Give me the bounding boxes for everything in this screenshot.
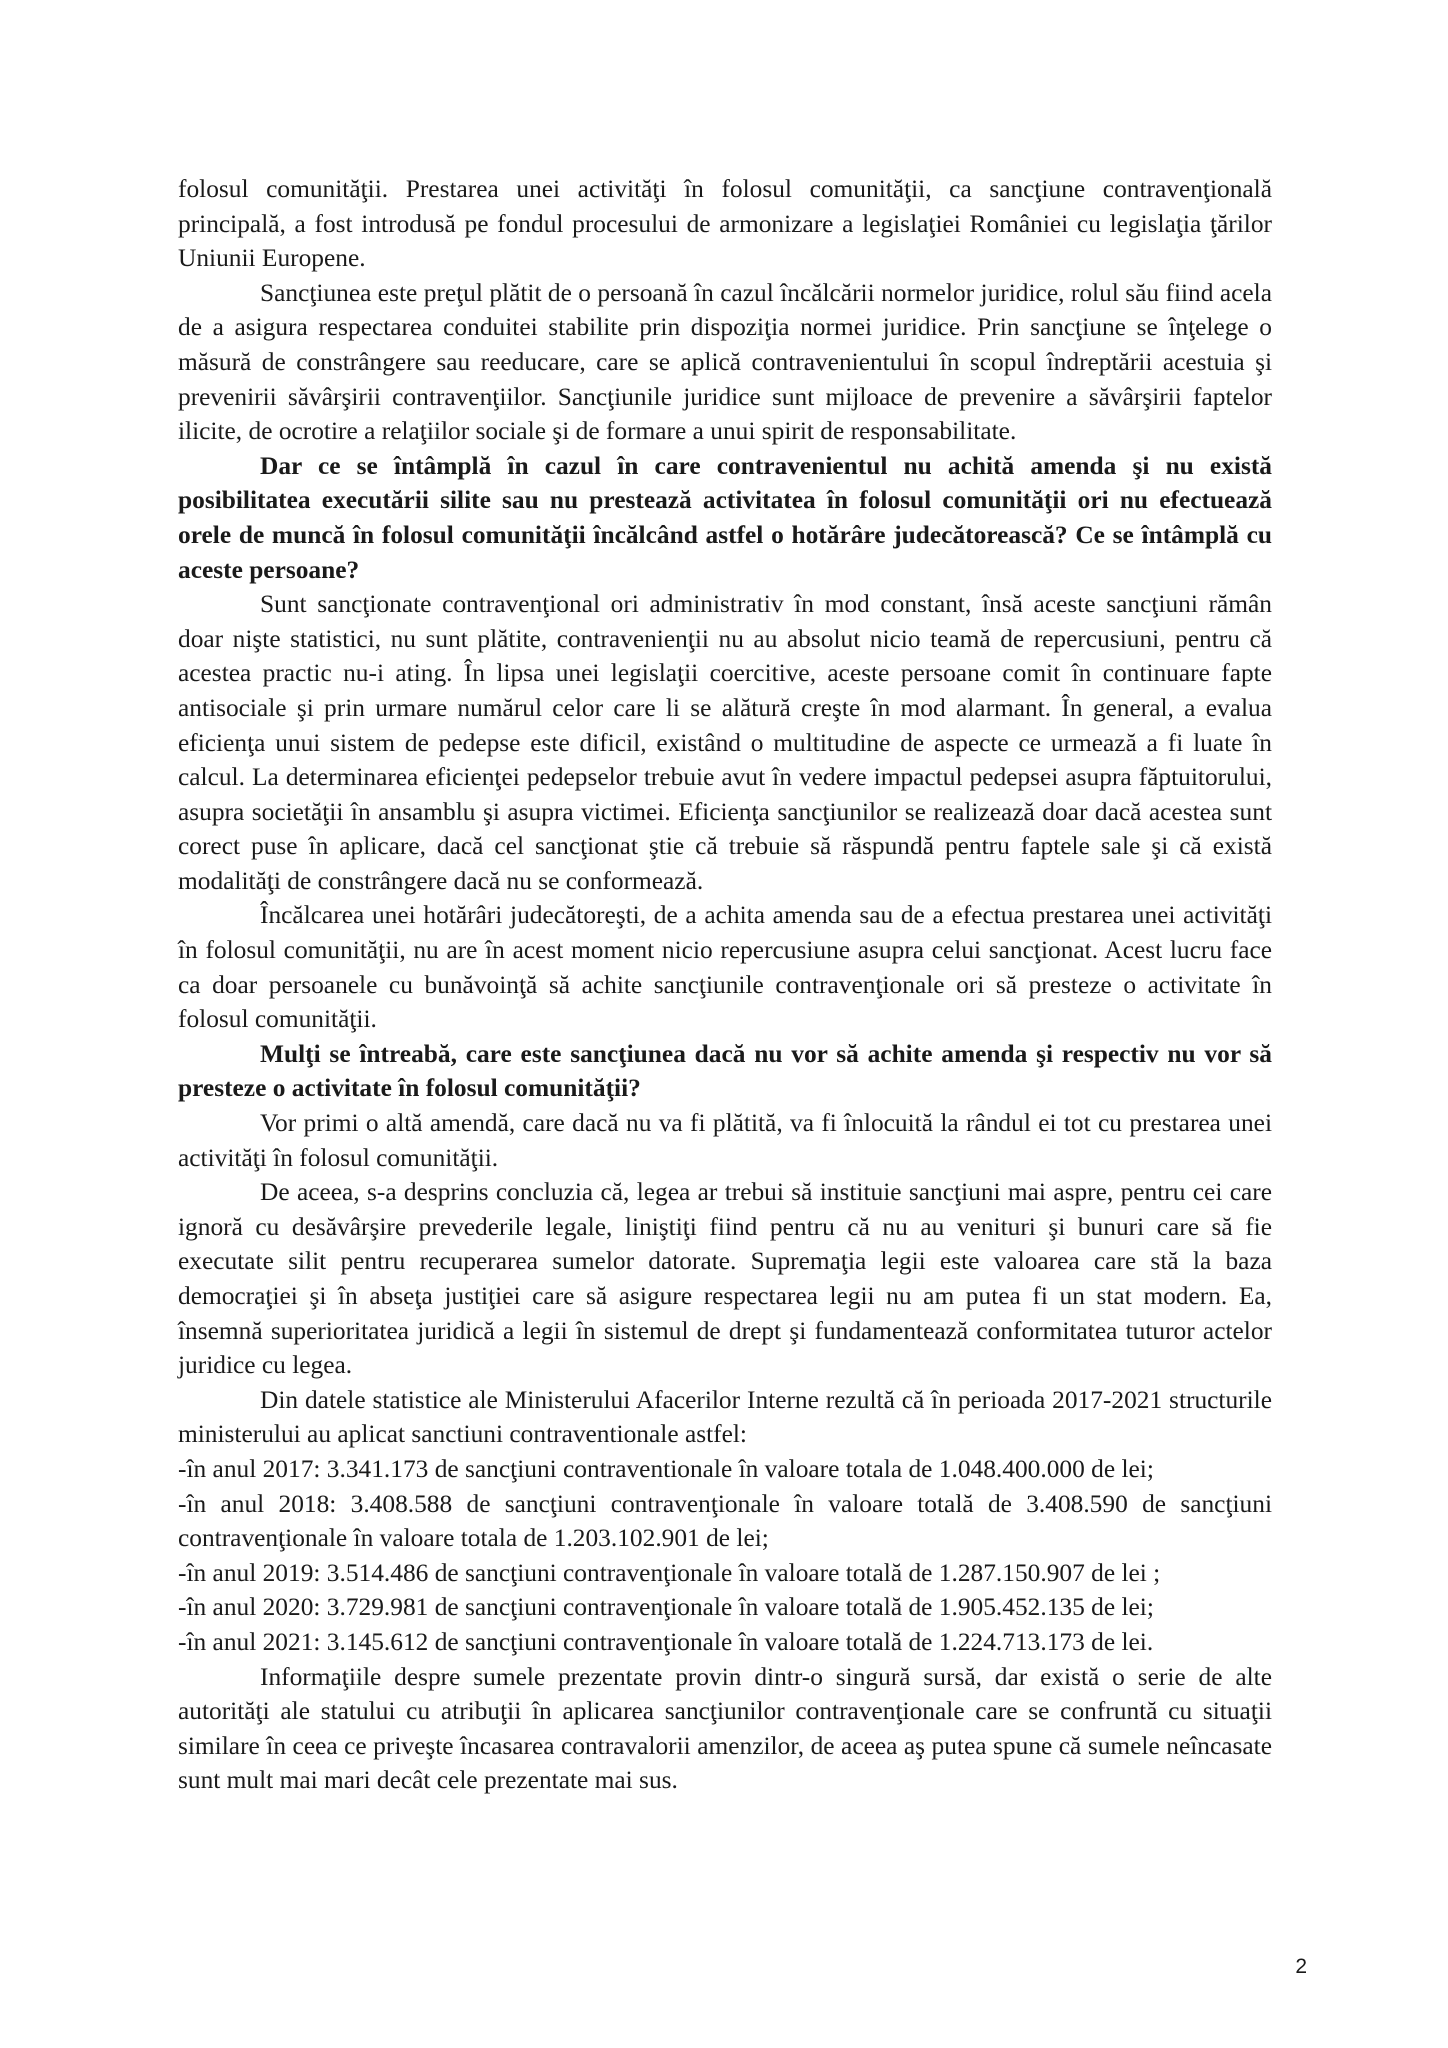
list-item-2020: -în anul 2020: 3.729.981 de sancţiuni contravenţionale în valoare totală de 1.905.452.135 de lei;	[178, 1593, 1154, 1622]
paragraph-sanctionate: Sunt sancţionate contravenţional ori administrativ în mod constant, însă aceste sancţiuni rămân doar nişte statistici, nu sunt plătite, contravenienţii nu au absolut nicio teamă de repercusiuni, pentru că acestea practic nu-i ating. În lipsa unei legislaţii coercitive, aceste persoane comit în continuare fapte antisociale şi prin urmare numărul celor care li se alătură creşte în mod alarmant. În general, a evalua eficienţa unui sistem de pedepse este dificil, existând o multitudine de aspecte ce urmează a fi luate în calcul. La determinarea eficienţei pedepselor trebuie avut în vedere impactul pedepsei asupra făptuitorului, asupra societăţii în ansamblu şi asupra victimei. Eficienţa sancţiunilor se realizează doar dacă acestea sunt corect puse în aplicare, dacă cel sancţionat ştie că trebuie să răspundă pentru faptele sale şi că există modalităţi de constrângere dacă nu se conformează.	[178, 590, 1272, 895]
paragraph-de-aceea: De aceea, s-a desprins concluzia că, legea ar trebui să instituie sancţiuni mai aspre, pentru cei care ignoră cu desăvârşire prevederile legale, liniştiţi fiind pentru că nu au venituri şi bunuri care să fie executate silit pentru recuperarea sumelor datorate. Supremaţia legii este valoarea care stă la baza democraţiei şi în abseţa justiţiei care să asigure respectarea legii nu am putea fi un stat modern. Ea, însemnă superioritatea juridică a legii în sistemul de drept şi fundamentează conformitatea tuturor actelor juridice cu legea.	[178, 1178, 1272, 1380]
paragraph-statistici-intro: Din datele statistice ale Ministerului Afacerilor Interne rezultă că în perioada 2017-2021 structurile ministerului au aplicat sanctiuni contraventionale astfel:	[178, 1385, 1272, 1449]
list-item-2017: -în anul 2017: 3.341.173 de sancţiuni contraventionale în valoare totala de 1.048.400.000 de lei;	[178, 1454, 1154, 1483]
page-number: 2	[1295, 1955, 1307, 1978]
paragraph-continuation: folosul comunităţii. Prestarea unei activităţi în folosul comunităţii, ca sancţiune contravenţională principală, a fost introdusă pe fondul procesului de armonizare a legislaţiei României cu legislaţia ţărilor Uniunii Europene.	[178, 175, 1272, 273]
bold-question-multi: Mulţi se întreabă, care este sancţiunea dacă nu vor să achite amenda şi respectiv nu vor să presteze o activitate în folosul comunităţii?	[178, 1039, 1272, 1103]
list-item-2021: -în anul 2021: 3.145.612 de sancţiuni contravenţionale în valoare totală de 1.224.713.173 de lei.	[178, 1627, 1154, 1656]
list-item-2019: -în anul 2019: 3.514.486 de sancţiuni contravenţionale în valoare totală de 1.287.150.907 de lei ;	[178, 1558, 1161, 1587]
paragraph-informatiile: Informaţiile despre sumele prezentate provin dintr-o singură sursă, dar există o serie de alte autorităţi ale statului cu atribuţii în aplicarea sancţiunilor contravenţionale care se confruntă cu situaţii similare în ceea ce priveşte încasarea contravalorii amenzilor, de aceea aş putea spune că sumele neîncasate sunt mult mai mari decât cele prezentate mai sus.	[178, 1662, 1272, 1795]
bold-question-paragraph: Dar ce se întâmplă în cazul în care contravenientul nu achită amenda şi nu există posibilitatea executării silite sau nu prestează activitatea în folosul comunităţii ori nu efectuează orele de muncă în folosul comunităţii încălcând astfel o hotărâre judecătorească? Ce se întâmplă cu aceste persoane?	[178, 451, 1272, 584]
body-text	[178, 172, 1272, 1798]
list-item-2018: -în anul 2018: 3.408.588 de sancţiuni contravenţionale în valoare totală de 3.408.590 de sancţiuni contravenţionale în valoare totala de 1.203.102.901 de lei;	[178, 1489, 1272, 1553]
paragraph-vor-primi: Vor primi o altă amendă, care dacă nu va fi plătită, va fi înlocuită la rândul ei tot cu prestarea unei activităţi în folosul comunităţii.	[178, 1109, 1272, 1172]
paragraph-sanctiunea: Sancţiunea este preţul plătit de o persoană în cazul încălcării normelor juridice, rolul său fiind acela de a asigura respectarea conduitei stabilite prin dispoziţia normei juridice. Prin sancţiune se înţelege o măsură de constrângere sau reeducare, care se aplică contravenientului în scopul îndreptării acestuia şi prevenirii săvârşirii contravenţiilor. Sancţiunile juridice sunt mijloace de prevenire a săvârşirii faptelor ilicite, de ocrotire a relaţiilor sociale şi de formare a unui spirit de responsabilitate.	[178, 278, 1272, 446]
paragraph-incalcarea: Încălcarea unei hotărâri judecătoreşti, de a achita amenda sau de a efectua prestarea unei activităţi în folosul comunităţii, nu are în acest moment nicio repercusiune asupra celui sancţionat. Acest lucru face ca doar persoanele cu bunăvoinţă să achite sancţiunile contravenţionale ori să presteze o activitate în folosul comunităţii.	[178, 901, 1272, 1034]
